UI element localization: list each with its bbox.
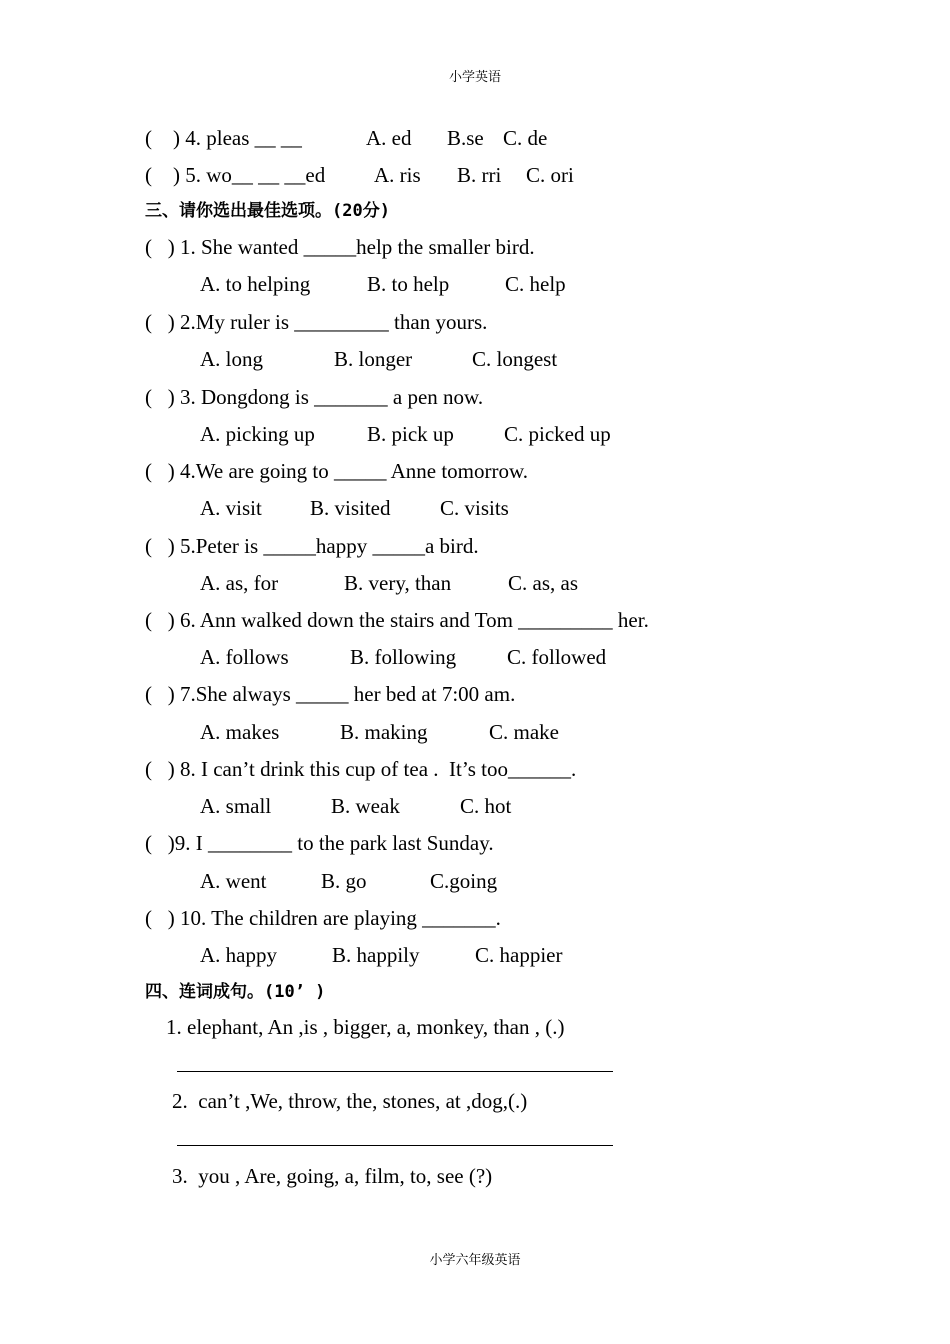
option: C. longest — [472, 347, 558, 371]
question-spelling-4: ( ) 4. pleas __ __ — [145, 126, 302, 150]
page-header: 小学英语 — [448, 70, 501, 85]
question-mc-6: ( ) 6. Ann walked down the stairs and Tom _________ her. — [145, 608, 649, 632]
page-footer: 小学六年级英语 — [429, 1253, 521, 1268]
option: B. making — [340, 720, 428, 744]
option: B. weak — [331, 794, 400, 818]
option: A. as, for — [200, 571, 279, 595]
option: B. happily — [332, 943, 420, 967]
sentence-item-1: 1. elephant, An ,is , bigger, a, monkey, than , (.) — [166, 1015, 565, 1039]
question-mc-4: ( ) 4.We are going to _____ Anne tomorrow. — [145, 459, 529, 483]
option: B. to help — [367, 272, 450, 296]
question-mc-9: ( )9. I ________ to the park last Sunday. — [145, 831, 494, 855]
option: C. happier — [475, 943, 563, 967]
option: A. visit — [200, 496, 262, 520]
option: C. hot — [460, 794, 512, 818]
section-title-3: 三、请你选出最佳选项。(20分) — [145, 201, 390, 221]
option: C. make — [489, 720, 559, 744]
option: B. following — [350, 645, 457, 669]
question-mc-1: ( ) 1. She wanted _____help the smaller bird. — [145, 235, 535, 259]
option: C. help — [505, 272, 566, 296]
option: C. visits — [440, 496, 509, 520]
option: A. to helping — [200, 272, 311, 296]
option: C.going — [430, 869, 498, 893]
option: B. very, than — [344, 571, 452, 595]
option: A. went — [200, 869, 267, 893]
option: A. makes — [200, 720, 280, 744]
option: B. rri — [457, 163, 502, 187]
option: C. picked up — [504, 422, 611, 446]
question-mc-3: ( ) 3. Dongdong is _______ a pen now. — [145, 385, 484, 409]
sentence-item-3: 3. you , Are, going, a, film, to, see (?) — [172, 1164, 493, 1188]
question-spelling-5: ( ) 5. wo__ __ __ed — [145, 163, 326, 187]
option: C. ori — [526, 163, 574, 187]
option: B. visited — [310, 496, 391, 520]
answer-line-1[interactable] — [177, 1071, 613, 1072]
question-mc-2: ( ) 2.My ruler is _________ than yours. — [145, 310, 488, 334]
section-title-4: 四、连词成句。(10’ ) — [145, 982, 326, 1002]
option: A. small — [200, 794, 272, 818]
answer-line-2[interactable] — [177, 1145, 613, 1146]
option: A. follows — [200, 645, 289, 669]
question-mc-10: ( ) 10. The children are playing _______. — [145, 906, 501, 930]
option: C. de — [503, 126, 548, 150]
option: B.se — [447, 126, 484, 150]
question-mc-7: ( ) 7.She always _____ her bed at 7:00 am. — [145, 682, 516, 706]
option: A. long — [200, 347, 263, 371]
option: A. ris — [374, 163, 421, 187]
option: B. longer — [334, 347, 413, 371]
question-mc-8: ( ) 8. I can’t drink this cup of tea . It’s too______. — [145, 757, 577, 781]
option: C. followed — [507, 645, 607, 669]
option: C. as, as — [508, 571, 578, 595]
sentence-item-2: 2. can’t ,We, throw, the, stones, at ,dog,(.) — [172, 1089, 528, 1113]
question-mc-5: ( ) 5.Peter is _____happy _____a bird. — [145, 534, 479, 558]
option: B. go — [321, 869, 367, 893]
option: A. ed — [366, 126, 412, 150]
option: A. picking up — [200, 422, 315, 446]
option: B. pick up — [367, 422, 454, 446]
option: A. happy — [200, 943, 277, 967]
